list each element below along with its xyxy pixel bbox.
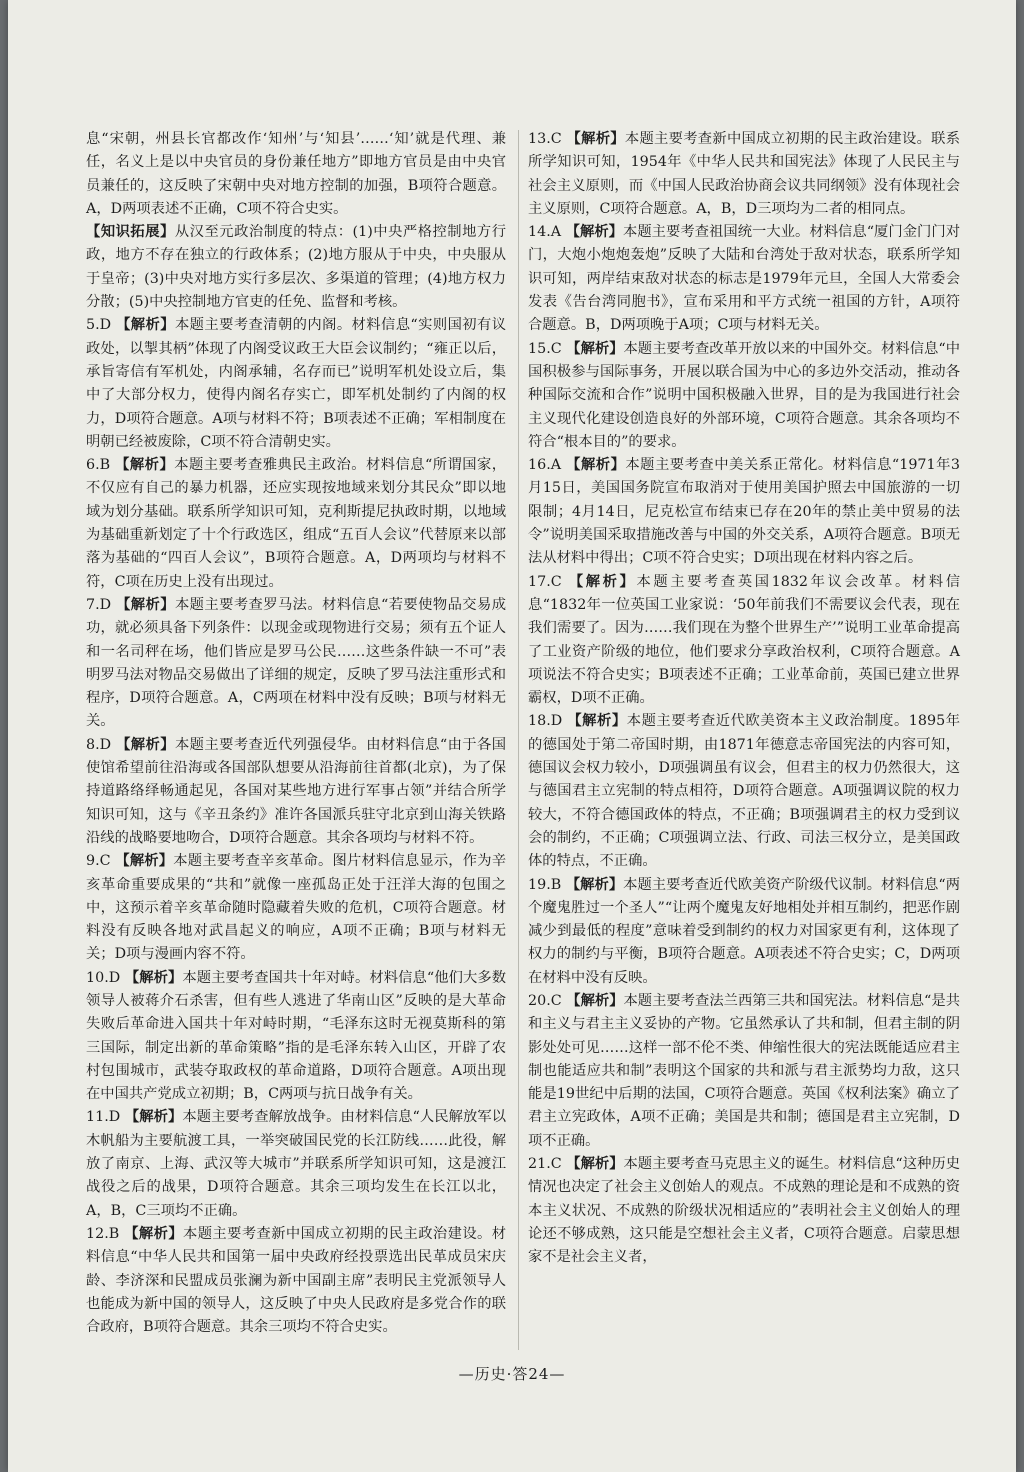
right-column <box>528 128 960 1270</box>
answer-item <box>528 454 960 570</box>
answer-text: 本题主要考查雅典民主政治。材料信息“所谓国家，不仅应有自己的暴力机器，还应实现按地域来划分其民众”即以地域为划分基础。联系所学知识可知，克利斯提尼执政时期，以地域为基础重新划定了十个行政选区，组成“五百人会议”代替原来以部落为基础的“四百人会议”，B项符合题意。A，D两项均与材料不符，C项在历史上没有出现过。 <box>86 457 507 590</box>
answer-number: 15.C <box>528 340 562 357</box>
answer-number: 6.B <box>86 457 111 474</box>
analysis-tag: 【 解析 】 <box>116 317 175 333</box>
answer-text: 本题主要考查改革开放以来的中国外交。材料信息“中国积极参与国际事务，开展以联合国为中心的多边外交活动，推动各种国际交流和合作”说明中国积极融入世界，目的是为我国进行社会主义现代化建设创造良好的外部环境，C项符合题意。其余各项均不符合“根本目的”的要求。 <box>528 340 960 450</box>
answer-text: 本题主要考查解放战争。由材料信息“人民解放军以木帆船为主要航渡工具，一举突破国民党的长江防线……此役，解放了南京、上海、武汉等大城市”并联系所学知识可知，这是渡江战役之后的战果，D项符合题意。其余三项均发生在长江以北，A，B，C三项均不正确。 <box>86 1109 507 1219</box>
answer-item <box>86 1106 506 1222</box>
answer-number: 9.C <box>86 853 111 870</box>
analysis-tag: 【 解析 】 <box>566 341 623 357</box>
answer-text: 本题主要考查近代欧美资本主义政治制度。1895年的德国处于第二帝国时期，由1871年德意志帝国宪法的内容可知，德国议会权力较小，D项强调虽有议会，但君主的权力仍然很大，这与德国君主立宪制的特点相符，D项符合题意。A项强调议院的权力较大，不符合德国政体的特点，不正确；B项强调君主的权力受到议会的制约，不正确；C项强调立法、行政、司法三权分立，是美国政体的特点，不正确。 <box>528 713 961 870</box>
answer-number: 20.C <box>528 992 562 1009</box>
continuation-paragraph: 息“宋朝，州县长官都改作‘知州’与‘知县’……‘知’就是代理、兼任，名义上是以中央官员的身份兼任地方”即地方官员是由中央官员兼任的，这反映了宋朝中央对地方控制的加强，B项符合题意。A，D两项表述不正确，C项不符合史实。 <box>86 131 506 217</box>
analysis-tag: 【 解析 】 <box>566 224 623 240</box>
answer-item <box>528 710 960 873</box>
expansion-text: 从汉至元政治制度的特点：(1)中央严格控制地方行政，地方不存在独立的行政体系；(2)地方服从于中央，中央服从于皇帝；(3)中央对地方实行多层次、多渠道的管理；(4)地方权力分散；(5)中央控制地方官吏的任免、监督和考核。 <box>86 224 507 311</box>
answer-text: 本题主要考查法兰西第三共和国宪法。材料信息“是共和主义与君主主义妥协的产物。它虽然承认了共和制，但君主制的阴影处处可见……这样一部不伦不类、伸缩性很大的宪法既能适应君主制也能适应共和制”表明这个国家的共和派与君主派势均力敌，这只能是19世纪中后期的法国，C项符合题意。英国《权利法案》确立了君主立宪政体，A项不正确；美国是共和制；德国是君主立宪制，D项不正确。 <box>528 992 960 1149</box>
answer-number: 21.C <box>528 1156 562 1173</box>
answer-text: 本题主要考查新中国成立初期的民主政治建设。联系所学知识可知，1954年《中华人民共和国宪法》体现了人民民主与社会主义原则，而《中国人民政治协商会议共同纲领》没有体现社会主义原则，C项符合题意。A，B，D三项均为二者的相同点。 <box>528 131 961 217</box>
answer-text: 本题主要考查新中国成立初期的民主政治建设。材料信息“中华人民共和国第一届中央政府经投票选出民革成员宋庆龄、李济深和民盟成员张澜为新中国副主席”表明民主党派领导人也能成为新中国的领导人，这反映了中央人民政府是多党合作的联合政府，B项符合题意。其余三项均不符合史实。 <box>86 1225 507 1336</box>
answer-item <box>86 314 506 454</box>
analysis-tag: 【 解析 】 <box>566 457 625 473</box>
answer-number: 14.A <box>528 224 562 241</box>
answer-text: 本题主要考查国共十年对峙。材料信息“他们大多数领导人被蒋介石杀害，但有些人逃进了华南山区”反映的是大革命失败后革命进入国共十年对峙时期，“毛泽东这时无视莫斯科的第三国际，制定出新的革命策略”指的是毛泽东转入山区，开辟了农村包围城市，武装夺取政权的革命道路，D项符合题意。A项出现在中国共产党成立初期；B，C两项与抗日战争有关。 <box>86 969 507 1103</box>
analysis-tag: 【 解析 】 <box>125 970 183 986</box>
analysis-tag: 【 解析 】 <box>567 131 625 147</box>
answer-item <box>86 594 506 734</box>
answer-item <box>528 571 960 711</box>
answer-number: 13.C <box>528 131 562 147</box>
analysis-tag: 【 解析 】 <box>115 853 173 869</box>
answer-text: 本题主要考查中美关系正常化。材料信息“1971年3月15日，美国国务院宣布取消对于使用美国护照去中国旅游的一切限制；4月14日，尼克松宣布结束已存在20年的禁止美中贸易的法令”说明美国采取措施改善与中国的外交关系，A项符合题意。B项无法从材料中得出；C项不符合史实；D项出现在材料内容之后。 <box>528 457 961 567</box>
answer-item <box>528 338 960 454</box>
answer-item <box>528 1153 960 1269</box>
answer-number: 19.B <box>528 876 562 893</box>
answer-number: 12.B <box>86 1225 120 1242</box>
answer-number: 11.D <box>86 1109 121 1126</box>
answer-text: 本题主要考查马克思主义的诞生。材料信息“这种历史情况也决定了社会主义创始人的观点。不成熟的理论是和不成熟的资本主义状况、不成熟的阶级状况相适应的”表明社会主义创始人的理论还不够成熟，这只能是空想社会主义者，C项符合题意。启蒙思想家不是社会主义者， <box>528 1156 960 1266</box>
knowledge-expansion <box>86 221 506 314</box>
answer-item <box>86 1223 506 1339</box>
analysis-tag: 【 解析 】 <box>116 737 175 753</box>
answer-text: 本题主要考查辛亥革命。图片材料信息显示，作为辛亥革命重要成果的“共和”就像一座孤岛正处于汪洋大海的包围之中，这预示着辛亥革命随时隐藏着失败的危机，C项符合题意。材料没有反映各地对武昌起义的响应，A项不正确；B项与材料无关；D项与漫画内容不符。 <box>86 853 507 963</box>
answer-number: 10.D <box>86 969 121 986</box>
analysis-tag: 【 解析 】 <box>125 1109 183 1125</box>
analysis-tag: 【 解析 】 <box>566 993 623 1009</box>
answer-number: 8.D <box>86 736 112 753</box>
answer-text: 本题主要考查近代列强侵华。由材料信息“由于各国使馆希望前往沿海或各国部队想要从沿海前往首都(北京)，为了保持道路络绎畅通起见，各国对某些地方进行军事占领”并结合所学知识可知，这与《辛丑条约》准许各国派兵驻守北京到山海关铁路沿线的战略要地吻合，D项符合题意。其余各项均与材料不符。 <box>86 736 507 846</box>
expansion-tag: 【 知识拓展 】 <box>86 224 175 240</box>
answer-item <box>528 221 960 337</box>
answer-text: 本题主要考查近代欧美资产阶级代议制。材料信息“两个魔鬼胜过一个圣人”“让两个魔鬼友好地相处并相互制约，把恶作剧减少到最低的程度”意味着受到制约的权力对国家更有利，这体现了权力的制约与平衡，B项符合题意。A项表述不符合史实；C，D两项在材料中没有反映。 <box>528 876 960 986</box>
answer-item <box>86 850 506 966</box>
analysis-tag: 【 解析 】 <box>124 1226 183 1242</box>
answer-text: 本题主要考查英国1832年议会改革。材料信息“1832年一位英国工业家说：‘50年前我们不需要议会代表，现在我们需要了。因为……我们现在为整个世界生产’”说明工业革命提高了工业资产阶级的地位，他们要求分享政治权利，C项符合题意。A项说法不符合史实；B项表述不正确；工业革命前，英国已建立世界霸权，D项不正确。 <box>528 573 961 707</box>
right-answer-list <box>528 128 960 1270</box>
answer-number: 17.C <box>528 573 562 590</box>
analysis-tag: 【 解析 】 <box>569 574 637 590</box>
analysis-tag: 【 解析 】 <box>567 713 626 729</box>
analysis-tag: 【 解析 】 <box>566 877 623 893</box>
left-column <box>86 128 506 1339</box>
answer-number: 16.A <box>528 457 562 474</box>
answer-number: 7.D <box>86 596 112 613</box>
answer-text: 本题主要考查清朝的内阁。材料信息“实则国初有议政处，以掣其柄”体现了内阁受议政王大臣会议制约；“雍正以后，承旨寄信有军机处，内阁承辅，名存而已”说明军机处设立后，集中了大部分权力，使得内阁名存实亡，即军机处制约了内阁的权力，D项符合题意。A项与材料不符；B项表述不正确；军相制度在明朝已经被废除，C项不符合清朝史实。 <box>86 317 507 450</box>
answer-number: 5.D <box>86 317 112 334</box>
column-divider <box>518 130 519 1350</box>
answer-item <box>86 734 506 850</box>
answer-item <box>86 967 506 1107</box>
answer-page <box>8 0 1016 1472</box>
answer-item <box>86 454 506 594</box>
answer-number: 18.D <box>528 713 563 730</box>
left-answer-list <box>86 314 506 1339</box>
analysis-tag: 【 解析 】 <box>115 457 174 473</box>
answer-text: 本题主要考查罗马法。材料信息“若要使物品交易成功，就必须具备下列条件：以现金或现物进行交易；须有五个证人和一名司秤在场，他们皆应是罗马公民……这些条件缺一不可”表明罗马法对物品交易做出了详细的规定，反映了罗马法注重形式和程序，D项符合题意。A，C两项在材料中没有反映；B项与材料无关。 <box>86 596 507 730</box>
answer-item <box>528 874 960 990</box>
analysis-tag: 【 解析 】 <box>566 1156 623 1172</box>
answer-item <box>528 128 960 221</box>
page-footer: —历史·答24— <box>458 1365 566 1383</box>
answer-item <box>528 990 960 1153</box>
answer-text: 本题主要考查祖国统一大业。材料信息“厦门金门门对门，大炮小炮炮轰炮”反映了大陆和台湾处于敌对状态，联系所学知识可知，两岸结束敌对状态的标志是1979年元旦，全国人大常委会发表《告台湾同胞书》，宣布采用和平方式统一祖国的方针，A项符合题意。B，D两项晚于A项；C项与材料无关。 <box>528 224 961 334</box>
analysis-tag: 【 解析 】 <box>116 597 175 613</box>
